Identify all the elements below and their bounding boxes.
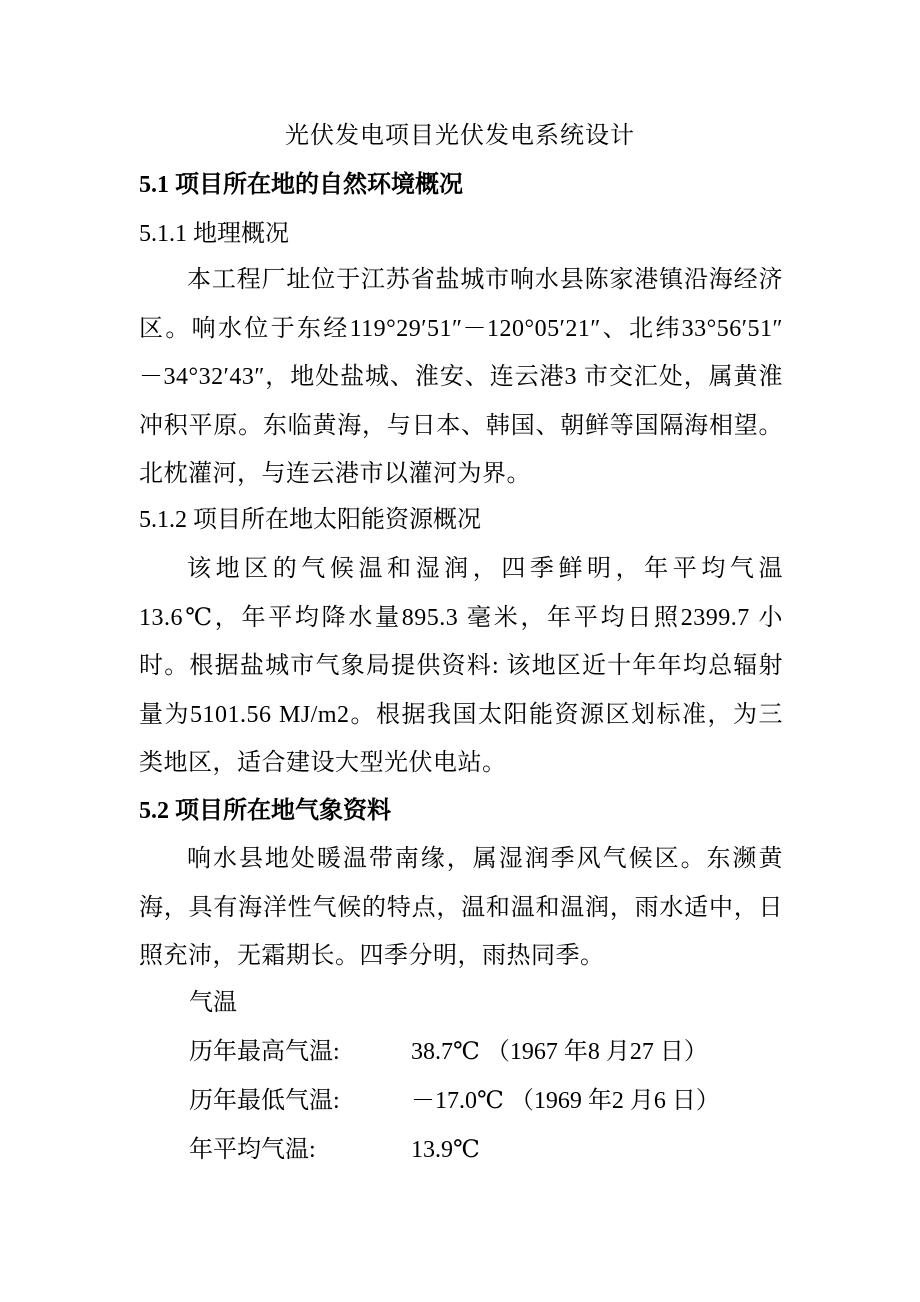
climate-paragraph: 响水县地处暖温带南缘，属湿润季风气候区。东濒黄海，具有海洋性气候的特点，温和温和温润，雨水适中，日照充沛，无霜期长。四季分明，雨热同季。 — [139, 846, 783, 969]
temp-row-value: 13.9℃ — [411, 1137, 480, 1163]
temp-row-value: 38.7℃ （1967 年8 月27 日） — [411, 1039, 708, 1065]
section-5-1-2-heading: 5.1.2 项目所在地太阳能资源概况 — [139, 507, 481, 533]
temp-row-max — [189, 1032, 708, 1072]
solar-resource-paragraph: 该地区的气候温和湿润，四季鲜明，年平均气温13.6℃，年平均降水量895.3 毫米，年平均日照2399.7 小时。根据盐城市气象局提供资料: 该地区近十年年均总辐射量为5101.56 MJ/m2。根据我国太阳能资源区划标准，为三类地区，适合建设大型光伏电站。 — [139, 556, 783, 776]
temp-row-label: 历年最高气温: — [189, 1039, 340, 1065]
temperature-label: 气温 — [189, 990, 237, 1016]
document-title: 光伏发电项目光伏发电系统设计 — [285, 123, 635, 149]
geography-paragraph: 本工程厂址位于江苏省盐城市响水县陈家港镇沿海经济区。响水位于东经119°29′51″－120°05′21″、北纬33°56′51″－34°32′43″，地处盐城、淮安、连云港3 市交汇处，属黄淮冲积平原。东临黄海，与日本、韩国、朝鲜等国隔海相望。北枕灌河，与连云港市以灌河为界。 — [139, 267, 783, 487]
temp-row-label: 历年最低气温: — [189, 1088, 340, 1114]
temp-row-label: 年平均气温: — [189, 1137, 316, 1163]
temp-row-value: －17.0℃ （1969 年2 月6 日） — [411, 1088, 720, 1114]
section-5-2-heading: 5.2 项目所在地气象资料 — [139, 798, 391, 824]
section-5-1-1-heading: 5.1.1 地理概况 — [139, 221, 289, 247]
temp-row-average — [189, 1130, 480, 1170]
temp-row-min — [189, 1081, 720, 1121]
section-5-1-heading: 5.1 项目所在地的自然环境概况 — [139, 172, 463, 198]
